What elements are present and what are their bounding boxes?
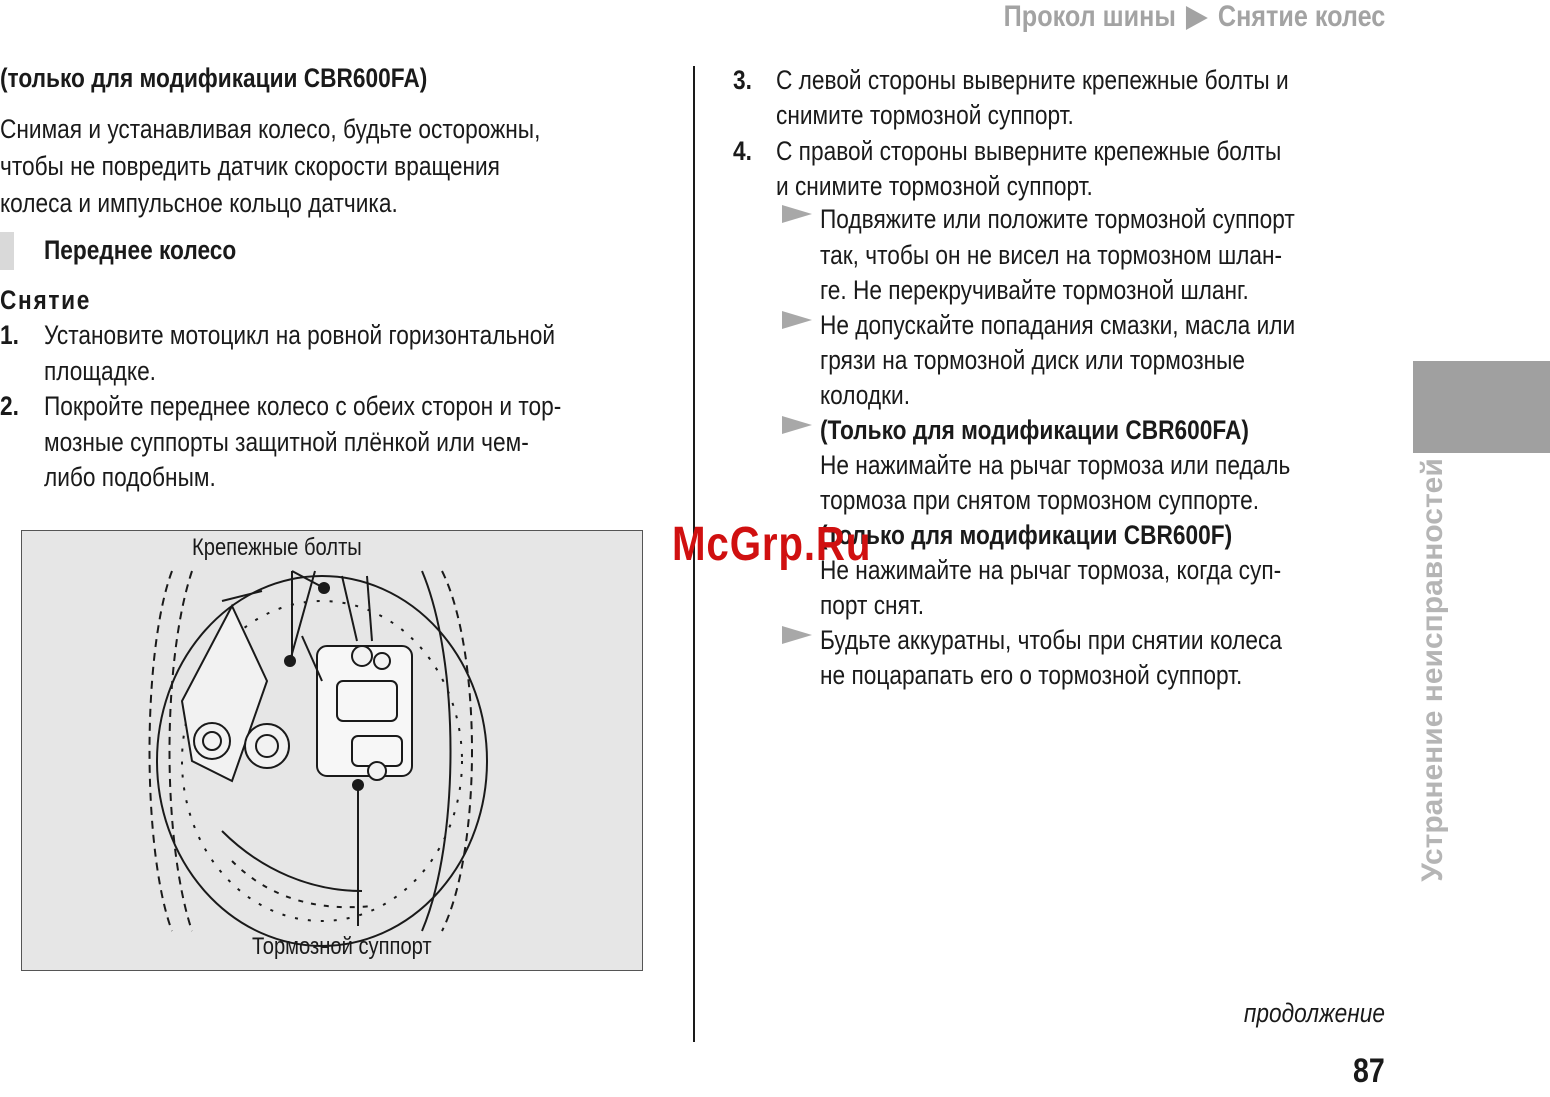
note-line: Не нажимайте на рычаг тормоза, когда суп-: [820, 555, 1282, 585]
step-line: С левой стороны выверните крепежные болты и: [776, 65, 1289, 95]
subsection-title: Снятие: [0, 285, 92, 315]
step-line: либо подобным.: [44, 462, 216, 492]
section-marker: [0, 232, 14, 270]
note-arrow-icon: [782, 311, 812, 329]
page-number: 87: [1353, 1052, 1385, 1090]
step-line: С правой стороны выверните крепежные болты: [776, 136, 1282, 166]
intro-line: колеса и импульсное кольцо датчика.: [0, 188, 398, 218]
label-brake-caliper: Тормозной суппорт: [252, 933, 432, 960]
note-line: колодки.: [820, 380, 911, 410]
watermark: McGrp.Ru: [672, 518, 872, 571]
step-line: снимите тормозной суппорт.: [776, 100, 1074, 130]
model-note: (только для модификации CBR600FA): [0, 63, 428, 93]
step-line: и снимите тормозной суппорт.: [776, 171, 1093, 201]
note-arrow-icon: [782, 626, 812, 644]
step-number: 4.: [733, 136, 752, 166]
intro-line: чтобы не повредить датчик скорости вращения: [0, 151, 500, 181]
note-line: тормоза при снятом тормозном суппорте.: [820, 485, 1260, 515]
note-line: Будьте аккуратны, чтобы при снятии колеса: [820, 625, 1282, 655]
note-line: Не допускайте попадания смазки, масла или: [820, 310, 1296, 340]
header-left-title: Прокол шины: [1003, 0, 1176, 33]
wheel-illustration: [22, 531, 642, 970]
header-arrow-icon: [1186, 6, 1208, 30]
step-line: площадке.: [44, 356, 156, 386]
step-number: 3.: [733, 65, 752, 95]
side-tab: [1413, 361, 1550, 453]
note-line: так, чтобы он не висел на тормозном шлан-: [820, 240, 1283, 270]
step-line: Покройте переднее колесо с обеих сторон и тор-: [44, 391, 562, 421]
note-arrow-icon: [782, 205, 812, 223]
step-line: мозные суппорты защитной плёнкой или чем-: [44, 427, 529, 457]
step-number: 1.: [0, 320, 19, 350]
note-line: Подвяжите или положите тормозной суппорт: [820, 204, 1295, 234]
note-heading: (Только для модификации CBR600FA): [820, 415, 1249, 445]
label-mounting-bolts: Крепежные болты: [192, 534, 362, 561]
intro-line: Снимая и устанавливая колесо, будьте осторожны,: [0, 114, 541, 144]
note-line: Не нажимайте на рычаг тормоза или педаль: [820, 450, 1291, 480]
side-tab-title: Устранение неисправностей: [1416, 458, 1449, 882]
note-line: грязи на тормозной диск или тормозные: [820, 345, 1246, 375]
note-line: не поцарапать его о тормозной суппорт.: [820, 660, 1243, 690]
running-head: [931, 0, 1385, 36]
step-number: 2.: [0, 391, 19, 421]
section-title: Переднее колесо: [44, 235, 237, 265]
step-line: Установите мотоцикл на ровной горизонтальной: [44, 320, 556, 350]
note-line: порт снят.: [820, 590, 925, 620]
header-right-title: Снятие колес: [1217, 0, 1385, 33]
brake-caliper-figure: [21, 530, 643, 971]
note-line: ге. Не перекручивайте тормозной шланг.: [820, 275, 1249, 305]
continued-label: продолжение: [1243, 998, 1385, 1028]
note-heading: (только для модификации CBR600F): [820, 520, 1233, 550]
note-arrow-icon: [782, 416, 812, 434]
